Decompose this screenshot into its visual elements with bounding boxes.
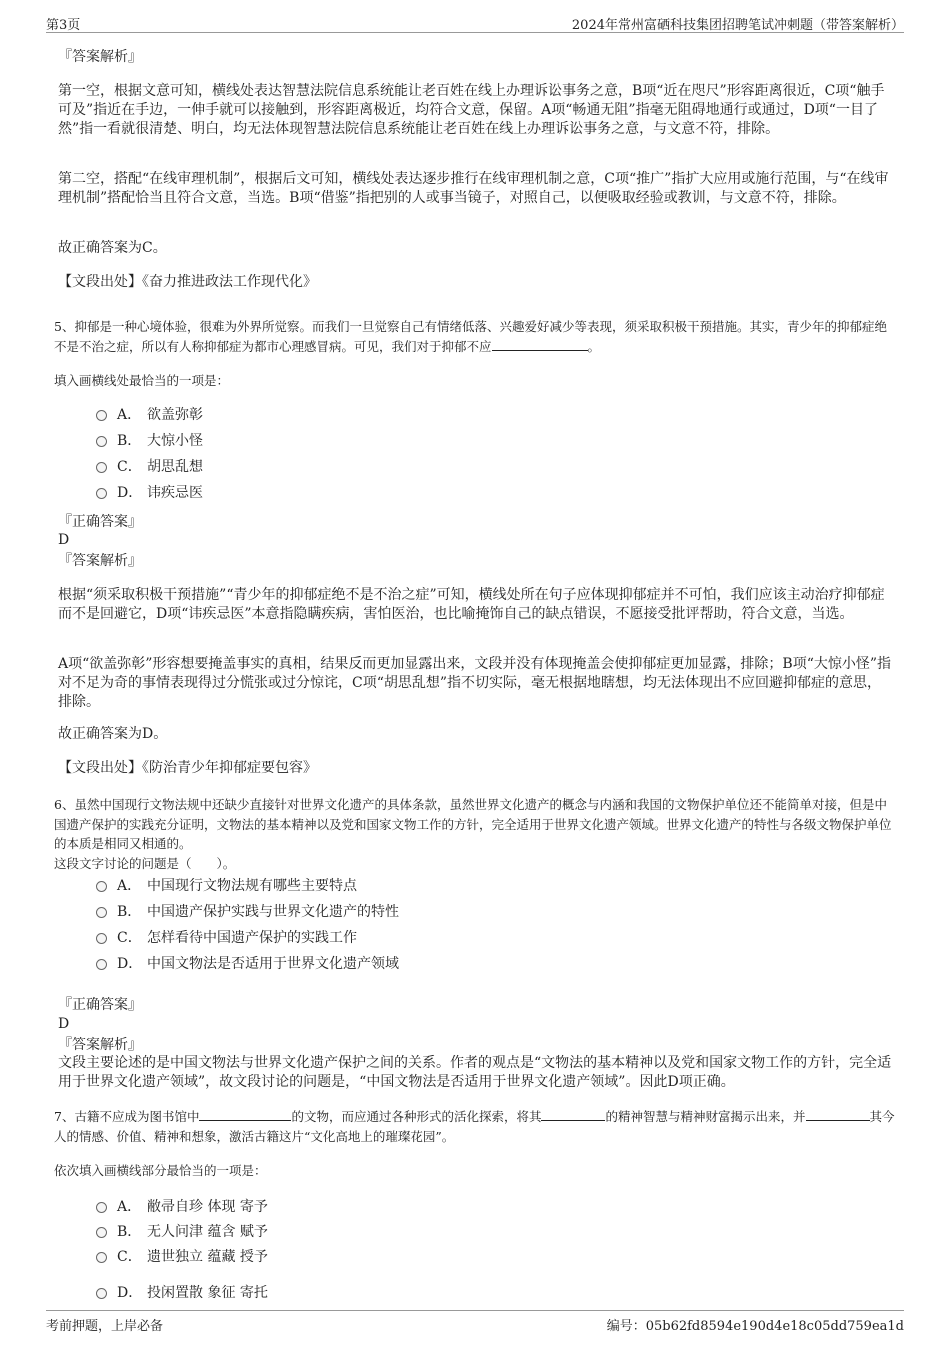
q6-option-d[interactable]: D． 中国文物法是否适用于世界文化遗产领域 — [96, 954, 399, 974]
page-number: 第3页 — [46, 18, 81, 33]
q6-prompt: 这段文字讨论的问题是（ ）。 — [54, 856, 236, 871]
q6-answer: D — [58, 1016, 70, 1032]
radio-icon[interactable] — [96, 959, 107, 970]
q4-source: 【文段出处】《奋力推进政法工作现代化》 — [58, 274, 317, 290]
q7-option-b[interactable]: B． 无人问津 蕴含 赋予 — [96, 1222, 268, 1242]
q7-option-a[interactable]: A． 敝帚自珍 体现 寄予 — [96, 1197, 268, 1217]
q4-analysis-label: 『答案解析』 — [58, 49, 142, 65]
footer-slogan: 考前押题，上岸必备 — [46, 1319, 164, 1334]
q7-stem: 7、古籍不应成为图书馆中 的文物，而应通过各种形式的活化探索，将其 的精神智慧与精神财富揭示出来，并 其今人的情感、价值、精神和想象，激活古籍这片“文化高地上的璀璨花园”。 — [54, 1109, 895, 1144]
q5-analysis-p1: 根据“须采取积极干预措施”“青少年的抑郁症绝不是不治之症”可知，横线处所在句子应体现抑郁症并不可怕，我们应该主动治疗抑郁症而不是回避它，D项“讳疾忌医”本意指隐瞒疾病，害怕医治，也比喻掩饰自己的缺点错误，不愿接受批评帮助，符合文意，当选。 — [58, 587, 885, 622]
q4-analysis-p1: 第一空，根据文意可知，横线处表达智慧法院信息系统能让老百姓在线上办理诉讼事务之意，B项“近在咫尺”形容距离很近，C项“触手可及”指近在手边，一伸手就可以接触到，形容距离极近，均符合文意，保留。A项“畅通无阻”指毫无阻碍地通行或通过，D项“一目了然”指一看就很清楚、明白，均无法体现智慧法院信息系统能让老百姓在线上办理诉讼事务之意，与文意不符，排除。 — [58, 83, 885, 137]
q6-answer-label: 『正确答案』 — [58, 997, 142, 1013]
radio-icon[interactable] — [96, 907, 107, 918]
radio-icon[interactable] — [96, 1227, 107, 1238]
document-title: 2024年常州富硒科技集团招聘笔试冲刺题（带答案解析） — [571, 18, 904, 33]
q4-analysis-p2: 第二空，搭配“在线审理机制”，根据后文可知，横线处表达逐步推行在线审理机制之意，C项“推广”指扩大应用或施行范围，与“在线审理机制”搭配恰当且符合文意，当选。B项“借鉴”指把别的人或事当镜子，对照自己，以便吸取经验或教训，与文意不符，排除。 — [58, 171, 889, 206]
q7-prompt: 依次填入画横线部分最恰当的一项是： — [54, 1163, 267, 1178]
document-id: 编号：05b62fd8594e190d4e18c05dd759ea1d — [606, 1319, 904, 1334]
q7-option-c[interactable]: C． 遗世独立 蕴藏 授予 — [96, 1247, 268, 1267]
q5-answer: D — [58, 532, 70, 548]
q4-conclusion: 故正确答案为C。 — [58, 240, 167, 256]
q5-analysis-p2: A项“欲盖弥彰”形容想要掩盖事实的真相，结果反而更加显露出来，文段并没有体现掩盖会使抑郁症更加显露，排除；B项“大惊小怪”指对不足为奇的事情表现得过分慌张或过分惊诧，C项“胡思乱想”指不切实际，毫无根据地瞎想，均无法体现出不应回避抑郁症的意思，排除。 — [58, 656, 892, 710]
q5-analysis-label: 『答案解析』 — [58, 553, 142, 569]
q6-option-b[interactable]: B． 中国遗产保护实践与世界文化遗产的特性 — [96, 902, 399, 922]
q5-option-c[interactable]: C． 胡思乱想 — [96, 457, 203, 477]
radio-icon[interactable] — [96, 933, 107, 944]
q5-answer-label: 『正确答案』 — [58, 514, 142, 530]
q7-blank-2 — [541, 1108, 605, 1121]
radio-icon[interactable] — [96, 410, 107, 421]
q7-option-d[interactable]: D． 投闲置散 象征 寄托 — [96, 1283, 268, 1303]
q6-option-a[interactable]: A． 中国现行文物法规有哪些主要特点 — [96, 876, 357, 896]
q5-prompt: 填入画横线处最恰当的一项是： — [54, 373, 230, 388]
q6-analysis-p1: 文段主要论述的是中国文物法与世界文化遗产保护之间的关系。作者的观点是“文物法的基本精神以及党和国家文物工作的方针，完全适用于世界文化遗产领域”，故文段讨论的问题是，“中国文物法是否适用于世界文化遗产领域”。因此D项正确。 — [58, 1055, 892, 1090]
q5-option-b[interactable]: B． 大惊小怪 — [96, 431, 203, 451]
page-header — [46, 12, 904, 33]
radio-icon[interactable] — [96, 881, 107, 892]
q7-blank-1 — [199, 1108, 291, 1121]
radio-icon[interactable] — [96, 488, 107, 499]
q5-blank — [492, 338, 588, 351]
radio-icon[interactable] — [96, 1202, 107, 1213]
radio-icon[interactable] — [96, 436, 107, 447]
radio-icon[interactable] — [96, 1288, 107, 1299]
q5-conclusion: 故正确答案为D。 — [58, 726, 168, 742]
radio-icon[interactable] — [96, 462, 107, 473]
q5-stem: 5、抑郁是一种心境体验，很难为外界所觉察。而我们一旦觉察自己有情绪低落、兴趣爱好减少等表现，须采取积极干预措施。其实，青少年的抑郁症绝不是不治之症，所以有人称抑郁症为都市心理感冒病。可见，我们对于抑郁不应 。 — [54, 319, 887, 354]
q5-source: 【文段出处】《防治青少年抑郁症要包容》 — [58, 760, 317, 776]
q6-option-c[interactable]: C． 怎样看待中国遗产保护的实践工作 — [96, 928, 357, 948]
q7-blank-3 — [806, 1108, 870, 1121]
q5-option-d[interactable]: D． 讳疾忌医 — [96, 483, 203, 503]
q6-stem: 6、虽然中国现行文物法规中还缺少直接针对世界文化遗产的具体条款，虽然世界文化遗产的概念与内涵和我国的文物保护单位还不能简单对接，但是中国遗产保护的实践充分证明，文物法的基本精神以及党和国家文物工作的方针，完全适用于世界文化遗产领域。世界文化遗产的特性与各级文物保护单位的本质是相同又相通的。 — [54, 797, 892, 851]
q5-option-a[interactable]: A． 欲盖弥彰 — [96, 405, 203, 425]
radio-icon[interactable] — [96, 1252, 107, 1263]
q6-analysis-label: 『答案解析』 — [58, 1037, 142, 1053]
page-footer — [46, 1310, 904, 1335]
